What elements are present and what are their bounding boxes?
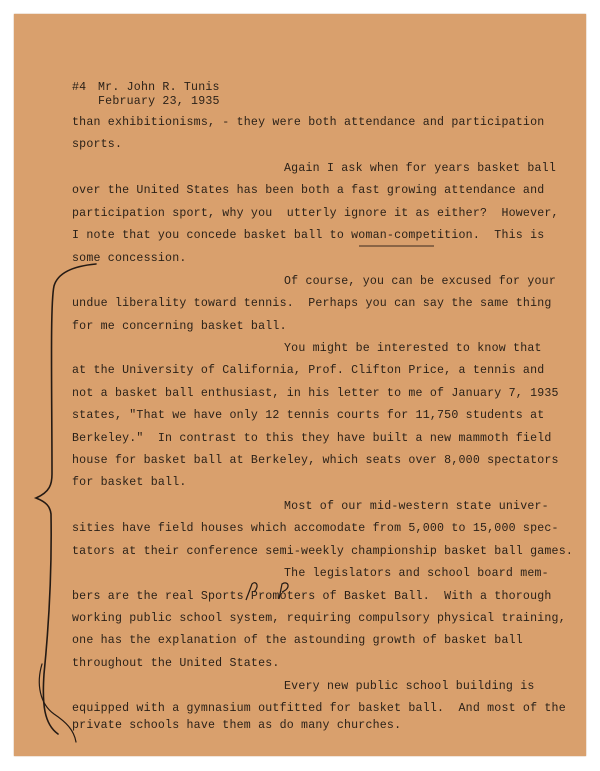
body-line: Every new public school building is bbox=[284, 680, 535, 693]
pen-correction-mark bbox=[279, 583, 288, 599]
body-line: Berkeley." In contrast to this they have built a new mammoth field bbox=[72, 432, 552, 445]
body-line: Of course, you can be excused for your bbox=[284, 275, 556, 288]
body-line: private schools have them as do many churches. bbox=[72, 719, 402, 732]
body-line: one has the explanation of the astounding growth of basket ball bbox=[72, 634, 523, 647]
body-line: not a basket ball enthusiast, in his letter to me of January 7, 1935 bbox=[72, 387, 559, 400]
body-line: than exhibitionisms, - they were both attendance and participation bbox=[72, 116, 545, 129]
addressee: Mr. John R. Tunis bbox=[98, 81, 220, 94]
body-line: house for basket ball at Berkeley, which seats over 8,000 spectators bbox=[72, 454, 559, 467]
body-line: I note that you concede basket ball to woman-competition. This is bbox=[72, 229, 545, 242]
body-line: some concession. bbox=[72, 252, 187, 265]
margin-bracket-mark bbox=[36, 264, 96, 734]
body-line: at the University of California, Prof. Clifton Price, a tennis and bbox=[72, 364, 545, 377]
margin-loop-mark bbox=[39, 664, 76, 742]
body-line: tators at their conference semi-weekly championship basket ball games. bbox=[72, 545, 574, 558]
pen-correction-mark bbox=[246, 583, 257, 600]
handwritten-annotations bbox=[14, 14, 586, 756]
body-line: The legislators and school board mem- bbox=[284, 567, 549, 580]
body-line: over the United States has been both a fast growing attendance and bbox=[72, 184, 545, 197]
body-line: Most of our mid-western state univer- bbox=[284, 500, 549, 513]
page-number: #4 bbox=[72, 81, 87, 94]
body-line: working public school system, requiring compulsory physical training, bbox=[72, 612, 566, 625]
body-line: for basket ball. bbox=[72, 476, 187, 489]
body-line: undue liberality toward tennis. Perhaps you can say the same thing bbox=[72, 297, 552, 310]
body-line: Again I ask when for years basket ball bbox=[284, 162, 556, 175]
letter-date: February 23, 1935 bbox=[98, 95, 220, 108]
body-line: throughout the United States. bbox=[72, 657, 280, 670]
document-page bbox=[14, 14, 586, 756]
body-line: for me concerning basket ball. bbox=[72, 320, 287, 333]
body-line: states, "That we have only 12 tennis courts for 11,750 students at bbox=[72, 409, 545, 422]
body-line: bers are the real Sports Promoters of Basket Ball. With a thorough bbox=[72, 590, 552, 603]
body-line: sities have field houses which accomodate from 5,000 to 15,000 spec- bbox=[72, 522, 559, 535]
body-line: You might be interested to know that bbox=[284, 342, 542, 355]
body-line: participation sport, why you utterly ignore it as either? However, bbox=[72, 207, 559, 220]
body-line: equipped with a gymnasium outfitted for basket ball. And most of the bbox=[72, 702, 566, 715]
body-line: sports. bbox=[72, 138, 123, 151]
